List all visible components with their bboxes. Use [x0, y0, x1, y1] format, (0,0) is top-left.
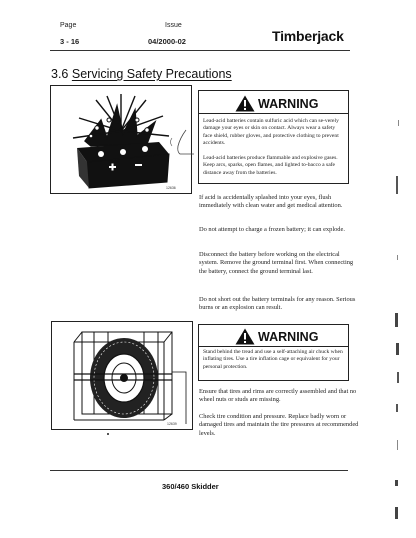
warning-triangle-icon	[235, 328, 255, 345]
warning-divider-2	[199, 346, 348, 347]
scan-mark	[396, 404, 398, 412]
warning-tire-text: Stand behind the tread and use a self-attaching air chuck when inflating tires. Use a tire inflation cage or equivalent for your personal protection.	[203, 349, 343, 370]
tire-inflation-cage-icon	[52, 322, 192, 429]
section-number: 3.6	[51, 67, 69, 81]
footer-rule	[50, 470, 348, 471]
warning-label-2: WARNING	[258, 329, 319, 344]
page-number: 3 - 16	[60, 37, 80, 46]
scan-mark	[395, 313, 398, 327]
issue-label: Issue	[165, 22, 182, 29]
warning-heading-2	[235, 328, 318, 345]
scan-mark	[397, 440, 398, 450]
tire-cage-figure	[51, 321, 193, 430]
scan-mark	[397, 255, 398, 260]
paragraph-tire-condition: Check tire condition and pressure. Replace badly worn or damaged tires and maintain the tire pressures at recommended levels.	[199, 413, 359, 437]
warning-heading	[235, 95, 318, 112]
paragraph-tires-assembled: Ensure that tires and rims are correctly assembled and that no wheel nuts or studs are missing.	[199, 388, 357, 404]
scan-mark	[395, 507, 398, 519]
warning-box-tire	[198, 324, 349, 381]
warning-text-1: Lead-acid batteries contain sulfuric acid which can se-verely damage your eyes or skin on contact. Always wear a safety face shield, rubber gloves, and protective clothing to prevent accidents.	[203, 118, 339, 146]
footer-model: 360/460 Skidder	[162, 482, 219, 491]
paragraph-short: Do not short out the battery terminals for any reason. Serious burns or an explosion can result.	[199, 296, 356, 312]
section-title	[51, 67, 232, 81]
page-label: Page	[60, 22, 77, 29]
figure1-number: 12636	[166, 186, 176, 190]
issue-date: 04/2000-02	[148, 37, 186, 46]
scan-mark	[397, 372, 399, 383]
figure2-number: 12639	[167, 422, 177, 426]
pointer-mark	[150, 128, 200, 158]
scan-mark	[398, 120, 399, 126]
brand-logo-text: Timberjack	[272, 28, 344, 44]
scan-mark	[396, 343, 399, 355]
paragraph-acid: If acid is accidentally splashed into your eyes, flush immediately with clean water and get medical attention.	[199, 194, 343, 210]
section-heading: Servicing Safety Precautions	[71, 67, 232, 81]
scan-mark	[396, 176, 398, 194]
warning-divider	[199, 113, 348, 114]
warning-box-battery	[198, 90, 349, 184]
paragraph-disconnect: Disconnect the battery before working on the electrical system. Remove the ground terminal first. When connecting the battery, connect the ground terminal last.	[199, 251, 354, 275]
header-rule	[50, 50, 350, 51]
warning-text-2: Lead-acid batteries produce flammable and explosive gases. Keep arcs, sparks, open flames, and lighted to-bacco a safe distance away from the batteries.	[203, 155, 338, 176]
dot-mark	[107, 433, 109, 435]
paragraph-frozen: Do not attempt to charge a frozen battery; it can explode.	[199, 226, 345, 233]
scan-mark	[395, 480, 398, 486]
warning-triangle-icon	[235, 95, 255, 112]
warning-label: WARNING	[258, 96, 319, 111]
